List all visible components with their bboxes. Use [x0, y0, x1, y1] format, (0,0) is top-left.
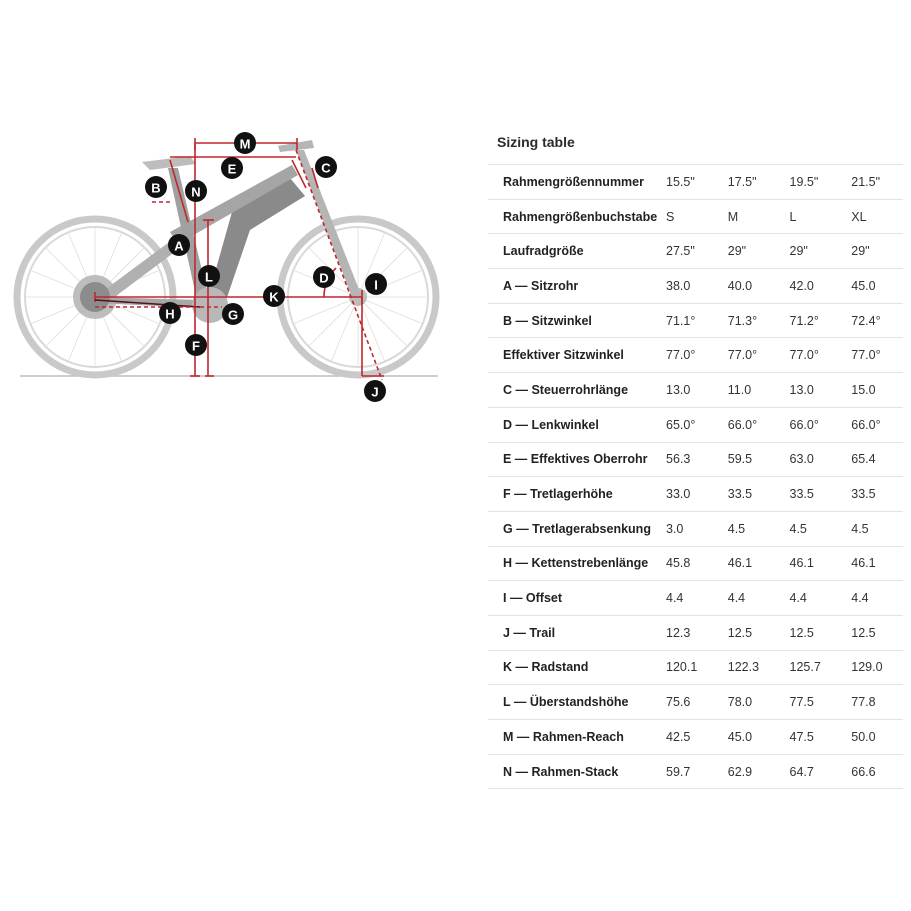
row-label: A — Sitzrohr	[488, 269, 656, 304]
table-cell: 13.0	[780, 373, 842, 408]
table-cell: 40.0	[718, 269, 780, 304]
row-label: G — Tretlagerabsenkung	[488, 511, 656, 546]
table-cell: 120.1	[656, 650, 718, 685]
row-label: F — Tretlagerhöhe	[488, 477, 656, 512]
table-cell: S	[656, 199, 718, 234]
table-cell: 4.5	[841, 511, 903, 546]
marker-d	[313, 266, 335, 288]
row-label: M — Rahmen-Reach	[488, 720, 656, 755]
table-row	[488, 199, 903, 234]
table-cell: 17.5"	[718, 165, 780, 200]
svg-text:I: I	[374, 277, 378, 293]
row-label: K — Radstand	[488, 650, 656, 685]
marker-i	[365, 273, 387, 295]
table-cell: 71.3°	[718, 303, 780, 338]
table-cell: 4.5	[780, 511, 842, 546]
svg-text:M: M	[239, 136, 251, 152]
table-cell: 15.0	[841, 373, 903, 408]
table-cell: 50.0	[841, 720, 903, 755]
table-cell: 4.4	[718, 581, 780, 616]
svg-text:C: C	[321, 160, 331, 176]
table-row	[488, 407, 903, 442]
table-row	[488, 442, 903, 477]
table-row	[488, 477, 903, 512]
table-row	[488, 234, 903, 269]
table-cell: 46.1	[718, 546, 780, 581]
table-cell: 122.3	[718, 650, 780, 685]
row-label: J — Trail	[488, 615, 656, 650]
table-cell: 66.6	[841, 754, 903, 789]
marker-c	[315, 156, 337, 178]
table-cell: 27.5"	[656, 234, 718, 269]
table-cell: 77.0°	[841, 338, 903, 373]
svg-text:G: G	[227, 307, 239, 323]
table-cell: L	[780, 199, 842, 234]
table-cell: 75.6	[656, 685, 718, 720]
svg-text:B: B	[151, 180, 161, 196]
table-cell: 59.7	[656, 754, 718, 789]
svg-text:E: E	[227, 161, 237, 177]
table-cell: 4.5	[718, 511, 780, 546]
table-cell: 11.0	[718, 373, 780, 408]
table-row	[488, 720, 903, 755]
table-cell: 47.5	[780, 720, 842, 755]
svg-text:L: L	[205, 269, 213, 285]
svg-text:H: H	[165, 306, 175, 322]
marker-f	[185, 334, 207, 356]
row-label: I — Offset	[488, 581, 656, 616]
table-cell: 59.5	[718, 442, 780, 477]
table-cell: 13.0	[656, 373, 718, 408]
row-label: B — Sitzwinkel	[488, 303, 656, 338]
table-cell: 46.1	[780, 546, 842, 581]
table-row	[488, 338, 903, 373]
marker-b	[145, 176, 167, 198]
table-cell: 129.0	[841, 650, 903, 685]
table-cell: 62.9	[718, 754, 780, 789]
table-cell: 45.8	[656, 546, 718, 581]
table-cell: 29"	[718, 234, 780, 269]
table-cell: 125.7	[780, 650, 842, 685]
table-cell: 46.1	[841, 546, 903, 581]
table-cell: 4.4	[841, 581, 903, 616]
table-cell: 29"	[780, 234, 842, 269]
table-cell: 33.5	[718, 477, 780, 512]
table-cell: 33.0	[656, 477, 718, 512]
svg-text:A: A	[174, 238, 184, 254]
table-cell: 38.0	[656, 269, 718, 304]
marker-l	[198, 265, 220, 287]
table-cell: 4.4	[656, 581, 718, 616]
row-label: N — Rahmen-Stack	[488, 754, 656, 789]
table-cell: 72.4°	[841, 303, 903, 338]
table-row	[488, 373, 903, 408]
table-cell: M	[718, 199, 780, 234]
table-cell: 77.0°	[780, 338, 842, 373]
table-cell: 77.0°	[718, 338, 780, 373]
svg-text:N: N	[191, 184, 201, 200]
row-label: L — Überstandshöhe	[488, 685, 656, 720]
table-cell: 71.2°	[780, 303, 842, 338]
row-label: D — Lenkwinkel	[488, 407, 656, 442]
table-cell: 66.0°	[841, 407, 903, 442]
marker-j	[364, 380, 386, 402]
table-cell: 12.5	[841, 615, 903, 650]
sizing-panel	[488, 128, 903, 789]
table-row	[488, 581, 903, 616]
svg-text:J: J	[371, 384, 379, 400]
svg-text:K: K	[269, 289, 279, 305]
table-cell: 42.0	[780, 269, 842, 304]
marker-g	[222, 303, 244, 325]
row-label: Rahmengrößennummer	[488, 165, 656, 200]
table-cell: 65.4	[841, 442, 903, 477]
table-cell: 12.5	[718, 615, 780, 650]
row-label: Laufradgröße	[488, 234, 656, 269]
row-label: C — Steuerrohrlänge	[488, 373, 656, 408]
table-cell: 66.0°	[718, 407, 780, 442]
table-cell: XL	[841, 199, 903, 234]
row-label: Effektiver Sitzwinkel	[488, 338, 656, 373]
table-row	[488, 511, 903, 546]
table-cell: 63.0	[780, 442, 842, 477]
table-cell: 78.0	[718, 685, 780, 720]
marker-m	[234, 132, 256, 154]
table-cell: 33.5	[841, 477, 903, 512]
sizing-table-title: Sizing table	[497, 134, 575, 150]
table-cell: 19.5"	[780, 165, 842, 200]
table-cell: 77.8	[841, 685, 903, 720]
row-label: Rahmengrößenbuchstabe	[488, 199, 656, 234]
bike-geometry-diagram	[0, 120, 460, 420]
table-row	[488, 754, 903, 789]
marker-e	[221, 157, 243, 179]
table-row	[488, 269, 903, 304]
table-row	[488, 303, 903, 338]
table-cell: 21.5"	[841, 165, 903, 200]
table-row	[488, 546, 903, 581]
table-cell: 64.7	[780, 754, 842, 789]
table-cell: 3.0	[656, 511, 718, 546]
sizing-table	[488, 164, 903, 789]
table-cell: 56.3	[656, 442, 718, 477]
table-cell: 77.5	[780, 685, 842, 720]
svg-text:D: D	[319, 270, 329, 286]
marker-k	[263, 285, 285, 307]
table-cell: 45.0	[718, 720, 780, 755]
table-row	[488, 650, 903, 685]
row-label: H — Kettenstrebenlänge	[488, 546, 656, 581]
table-cell: 15.5"	[656, 165, 718, 200]
table-cell: 12.5	[780, 615, 842, 650]
row-label: E — Effektives Oberrohr	[488, 442, 656, 477]
table-cell: 77.0°	[656, 338, 718, 373]
table-cell: 42.5	[656, 720, 718, 755]
table-cell: 4.4	[780, 581, 842, 616]
svg-text:F: F	[192, 338, 200, 354]
marker-a	[168, 234, 190, 256]
marker-n	[185, 180, 207, 202]
table-cell: 33.5	[780, 477, 842, 512]
table-cell: 45.0	[841, 269, 903, 304]
table-cell: 29"	[841, 234, 903, 269]
table-row	[488, 685, 903, 720]
table-cell: 12.3	[656, 615, 718, 650]
table-row	[488, 615, 903, 650]
table-cell: 66.0°	[780, 407, 842, 442]
marker-h	[159, 302, 181, 324]
table-row	[488, 165, 903, 200]
table-cell: 65.0°	[656, 407, 718, 442]
table-cell: 71.1°	[656, 303, 718, 338]
